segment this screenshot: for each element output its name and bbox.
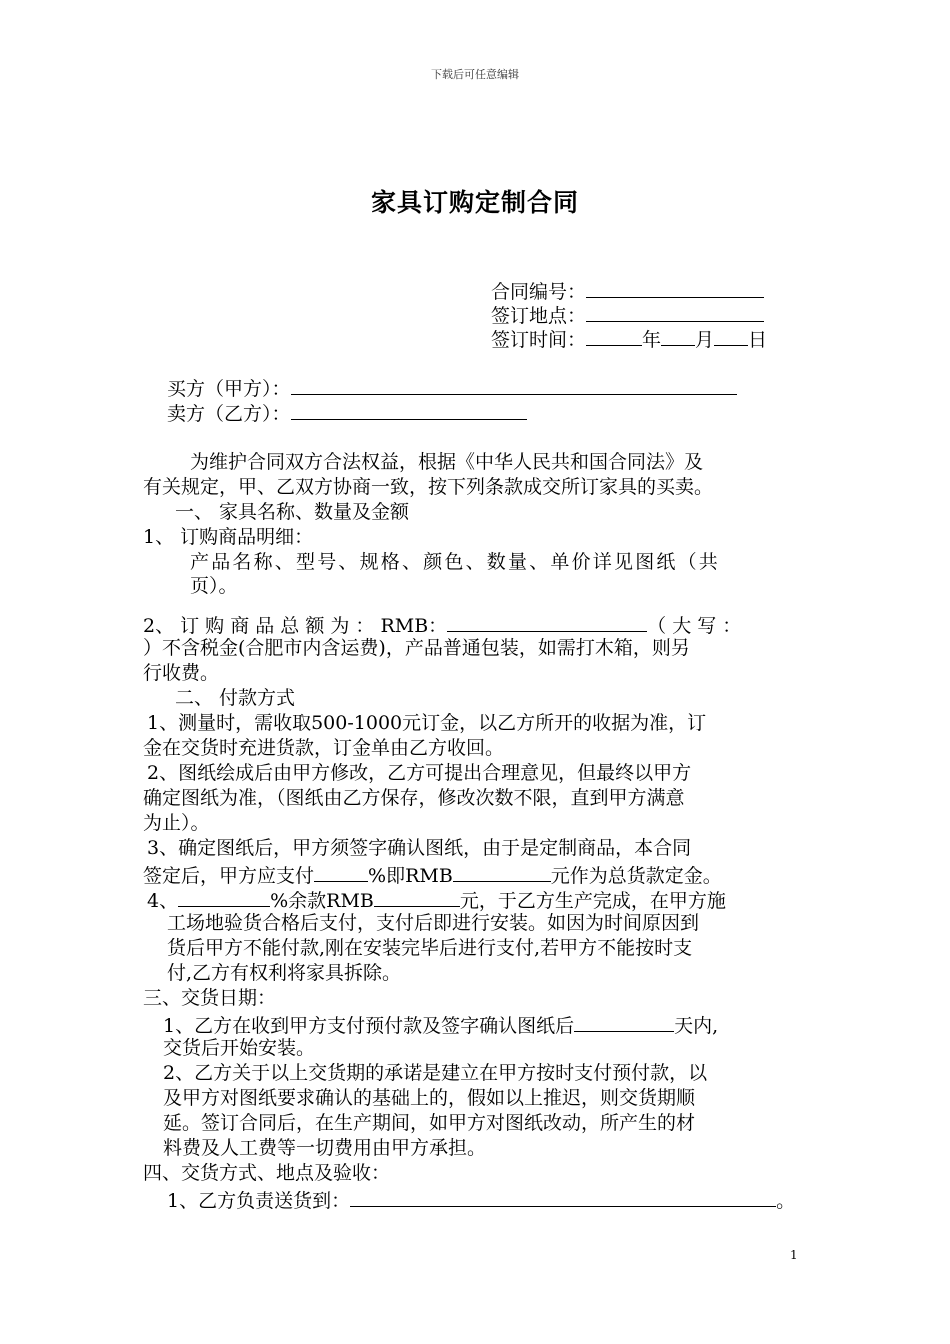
buyer-label: 买方（甲方）： [167, 378, 291, 400]
section-2-heading: 二、 付款方式 [175, 687, 296, 709]
delivery-address-blank[interactable] [350, 1186, 776, 1207]
contract-number-blank[interactable] [586, 277, 764, 298]
delivery-days-blank[interactable] [574, 1011, 674, 1032]
section-1-item-2-row [143, 611, 741, 639]
section-4-heading: 四、交货方式、地点及验收： [143, 1162, 391, 1184]
delivery-days-label: 1、乙方在收到甲方支付预付款及签字确认图纸后 [163, 1015, 575, 1037]
day-label: 日 [748, 329, 768, 351]
section-1-item-1-line-2: 页）。 [190, 575, 238, 597]
section-2-p2-line-1: 2、图纸绘成后由甲方修改，乙方可提出合理意见，但最终以甲方 [147, 762, 692, 784]
sign-place-blank[interactable] [586, 301, 764, 322]
year-blank[interactable] [586, 325, 642, 346]
section-1-item-1-line-1: 产品名称、型号、规格、颜色、数量、单价详见图纸（共 [190, 551, 721, 573]
section-2-p4-line-1 [147, 886, 726, 914]
intro-line-1: 为维护合同双方合法权益，根据《中华人民共和国合同法》及 [190, 451, 704, 473]
section-1-item-2-line-2: ）不含税金(合肥市内含运费)，产品普通包装，如需打木箱，则另 [143, 637, 690, 659]
day-blank[interactable] [714, 325, 748, 346]
seller-row [167, 399, 527, 427]
deposit-label: 签定后，甲方应支付 [143, 865, 315, 887]
balance-suffix: 元，于乙方生产完成，在甲方施 [459, 890, 726, 912]
total-amount-label: 2、 订 购 商 品 总 额 为 ： RMB： [143, 615, 448, 637]
total-amount-blank[interactable] [447, 611, 647, 632]
delivery-address-end: 。 [776, 1190, 796, 1212]
header-note: 下载后可任意编辑 [431, 68, 519, 81]
section-1-item-1-label: 1、 订购商品明细： [143, 526, 314, 548]
section-2-p4-line-2: 工场地验货合格后支付，支付后即进行安装。如因为时间原因到 [167, 912, 700, 934]
section-3-p2-line-3: 延。签订合同后，在生产期间，如甲方对图纸改动，所产生的材 [163, 1112, 696, 1134]
section-2-p1-line-2: 金在交货时充进货款，订金单由乙方收回。 [143, 737, 505, 759]
delivery-address-label: 1、乙方负责送货到： [167, 1190, 351, 1212]
month-label: 月 [695, 329, 715, 351]
deposit-suffix: 元作为总货款定金。 [550, 865, 722, 887]
deposit-percent-blank[interactable] [314, 861, 368, 882]
balance-amount-blank[interactable] [374, 886, 460, 907]
balance-rmb-label: %余款RMB [270, 890, 374, 912]
section-3-p2-line-1: 2、乙方关于以上交货期的承诺是建立在甲方按时支付预付款，以 [163, 1062, 708, 1084]
section-2-p3-line-1: 3、确定图纸后，甲方须签字确认图纸，由于是定制商品，本合同 [147, 837, 692, 859]
intro-line-2: 有关规定，甲、乙双方协商一致，按下列条款成交所订家具的买卖。 [143, 476, 714, 498]
page-number: 1 [790, 1248, 798, 1262]
section-2-p4-line-3: 货后甲方不能付款,刚在安装完毕后进行支付,若甲方不能按时支 [167, 937, 693, 959]
section-3-heading: 三、交货日期： [143, 987, 277, 1009]
section-3-p2-line-2: 及甲方对图纸要求确认的基础上的，假如以上推迟，则交货期顺 [163, 1087, 696, 1109]
section-3-p1-line-2: 交货后开始安装。 [163, 1037, 316, 1059]
section-2-p4-line-4: 付,乙方有权利将家具拆除。 [167, 962, 402, 984]
contract-number-label: 合同编号： [491, 281, 587, 303]
seller-blank[interactable] [291, 399, 527, 420]
balance-label: 4、 [147, 890, 179, 912]
month-blank[interactable] [661, 325, 695, 346]
section-2-p3-line-2 [143, 861, 722, 889]
total-amount-uppercase-label: （ 大 写 ： [647, 615, 742, 637]
sign-time-row [491, 325, 767, 353]
buyer-row [167, 374, 737, 402]
section-1-item-2-line-3: 行收费。 [143, 662, 220, 684]
document-title: 家具订购定制合同 [370, 188, 579, 217]
sign-place-label: 签订地点： [491, 305, 587, 327]
delivery-days-suffix: 天内, [674, 1015, 719, 1037]
balance-percent-blank[interactable] [178, 886, 270, 907]
deposit-amount-blank[interactable] [453, 861, 551, 882]
section-2-p1-line-1: 1、测量时，需收取500-1000元订金，以乙方所开的收据为准，订 [147, 712, 707, 734]
section-2-p2-line-3: 为止）。 [143, 812, 210, 834]
section-1-heading: 一、 家具名称、数量及金额 [175, 501, 410, 523]
section-3-p2-line-4: 料费及人工费等一切费用由甲方承担。 [163, 1137, 487, 1159]
section-3-p1-line-1 [163, 1011, 718, 1039]
section-2-p2-line-2: 确定图纸为准，（图纸由乙方保存，修改次数不限，直到甲方满意 [143, 787, 685, 809]
buyer-blank[interactable] [291, 374, 737, 395]
deposit-rmb-label: %即RMB [368, 865, 453, 887]
year-label: 年 [642, 329, 662, 351]
sign-time-label: 签订时间： [491, 329, 587, 351]
section-4-p1 [167, 1186, 795, 1214]
seller-label: 卖方（乙方）： [167, 403, 291, 425]
